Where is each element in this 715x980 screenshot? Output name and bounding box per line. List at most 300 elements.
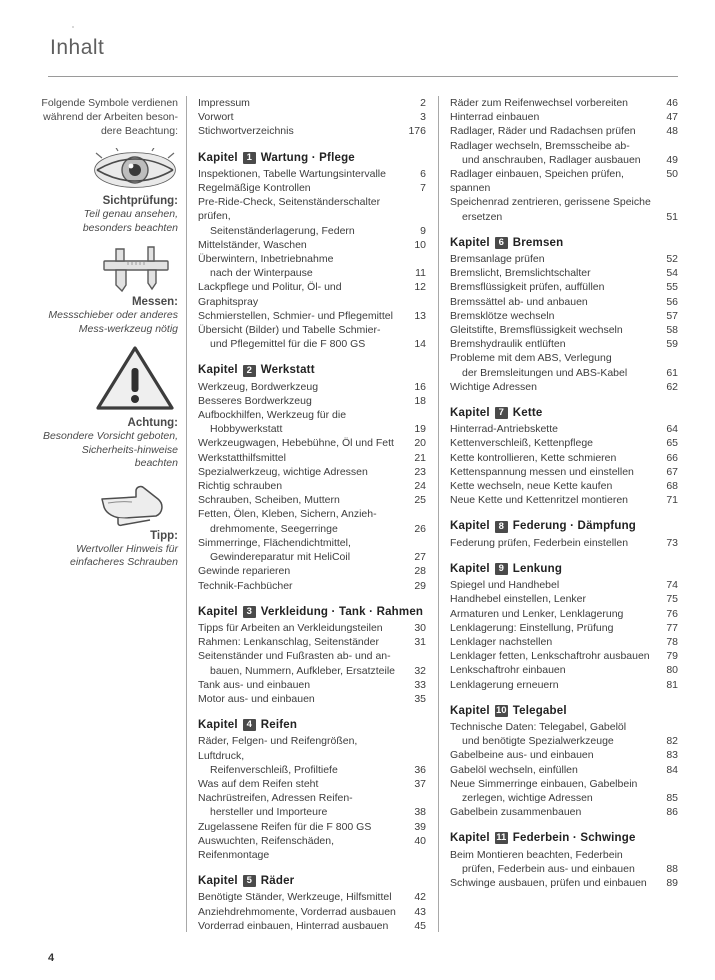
toc-entry[interactable] [450, 210, 678, 224]
toc-entry-page: 2 [420, 97, 426, 109]
toc-entry-label: Kettenspannung messen und einstellen [450, 465, 634, 478]
toc-entry-label: Lenklagerung erneuern [450, 678, 559, 691]
legend-item-achtung [38, 342, 178, 471]
toc-entry-page: 6 [420, 167, 426, 180]
toc-entry[interactable] [198, 919, 426, 933]
toc-entry[interactable] [198, 763, 426, 777]
legend-intro: Folgende Symbole verdienen während der Arbeiten beson-dere Beachtung: [41, 97, 178, 137]
page-number: 4 [48, 952, 55, 964]
toc-entry[interactable] [450, 748, 678, 762]
toc-entry[interactable] [450, 266, 678, 280]
toc-entry-page: 59 [666, 338, 678, 351]
toc-entry-label: Nachrüstreifen, Adressen Reifen- [198, 792, 353, 805]
toc-entry-page: 83 [666, 749, 678, 762]
toc-entry-label: Probleme mit dem ABS, Verlegung [450, 352, 612, 365]
toc-entry-label: Tank aus- und einbauen [198, 678, 311, 691]
toc-entry-page: 19 [414, 423, 426, 436]
toc-entry[interactable] [198, 436, 426, 450]
toc-entry-page: 25 [414, 494, 426, 507]
toc-entry-page: 52 [666, 253, 678, 266]
toc-entry-page: 9 [420, 224, 426, 237]
toc-entry[interactable] [450, 621, 678, 635]
toc-entry-page: 20 [414, 437, 426, 450]
toc-entry[interactable] [450, 763, 678, 777]
toc-entry-label: Lenkschaftrohr einbauen [450, 664, 566, 677]
toc-entry[interactable] [450, 167, 678, 195]
toc-entry-label: Bremsflüssigkeit prüfen, auffüllen [450, 281, 605, 294]
toc-entry-label: Lenklagerung: Einstellung, Prüfung [450, 621, 614, 634]
toc-entry-label: Bremshydraulik entlüften [450, 338, 566, 351]
chapter-number-badge: 9 [495, 563, 508, 575]
toc-entry[interactable] [198, 791, 426, 805]
toc-entry[interactable] [450, 436, 678, 450]
toc-entry[interactable] [450, 295, 678, 309]
toc-entry-page: 18 [414, 394, 426, 407]
toc-entry-label: Armaturen und Lenker, Lenklagerung [450, 607, 624, 620]
toc-entry-page: 26 [414, 522, 426, 535]
legend-title: Tipp: [150, 529, 178, 542]
chapter-number-badge: 8 [495, 521, 508, 533]
toc-entry[interactable] [450, 578, 678, 592]
toc-entry[interactable] [450, 422, 678, 436]
toc-entry[interactable] [198, 422, 426, 436]
toc-entry-page: 39 [414, 820, 426, 833]
chapter-label: Kapitel [198, 364, 238, 377]
chapter-label: Kapitel [198, 151, 238, 164]
toc-entry[interactable] [198, 465, 426, 479]
chapter-number-badge: 2 [243, 365, 256, 377]
toc-entry-page: 67 [666, 465, 678, 478]
toc-entry[interactable] [450, 536, 678, 550]
toc-entry-label: Gabelbein zusammenbauen [450, 806, 582, 819]
toc-entry[interactable] [450, 337, 678, 351]
toc-entry[interactable] [198, 181, 426, 195]
toc-entry-page: 82 [666, 735, 678, 748]
chapter-heading[interactable] [450, 406, 678, 420]
toc-entry[interactable] [198, 550, 426, 564]
legend-desc: Besondere Vorsicht geboten, Sicherheits-hinweise beachten [42, 430, 178, 469]
toc-entry-page: 31 [414, 636, 426, 649]
toc-entry[interactable] [198, 479, 426, 493]
chapter-label: Kapitel [198, 605, 238, 618]
toc-entry-page: 71 [666, 494, 678, 507]
toc-entry-label: Aufbockhilfen, Werkzeug für die [198, 409, 347, 422]
corner-mark [72, 26, 74, 28]
toc-entry-label: Gabelbeine aus- und einbauen [450, 749, 594, 762]
toc-entry-label: Hobbywerkstatt [210, 423, 283, 436]
toc-entry-page: 78 [666, 635, 678, 648]
chapter-label: Kapitel [450, 407, 490, 420]
toc-entry-page: 27 [414, 551, 426, 564]
chapter-heading[interactable] [450, 704, 678, 718]
toc-entry-label: bauen, Nummern, Aufkleber, Ersatzteile [210, 664, 396, 677]
toc-entry-page: 88 [666, 862, 678, 875]
toc-entry[interactable] [450, 791, 678, 805]
toc-entry[interactable] [198, 493, 426, 507]
toc-entry[interactable] [198, 110, 426, 124]
chapter-heading[interactable] [198, 874, 426, 888]
toc-entry[interactable] [198, 337, 426, 351]
toc-entry[interactable] [198, 890, 426, 904]
toc-entry-label: Lackpflege und Politur, Öl- und Graphitspray [198, 281, 342, 308]
chapter-title: Reifen [260, 719, 298, 732]
toc-entry-label: Pre-Ride-Check, Seitenständerschalter prüfen, [198, 196, 381, 223]
toc-entry-label: Was auf dem Reifen steht [198, 777, 319, 790]
toc-entry[interactable] [450, 96, 678, 110]
toc-entry[interactable] [198, 536, 426, 550]
chapter-number-badge: 6 [495, 237, 508, 249]
toc-entry[interactable] [450, 252, 678, 266]
chapter-title: Federbein · Schwinge [512, 832, 636, 845]
toc-entry[interactable] [450, 678, 678, 692]
toc-entry[interactable] [450, 720, 678, 734]
toc-entry-label: zerlegen, wichtige Adressen [462, 791, 593, 804]
chapter-number-badge: 10 [495, 704, 507, 716]
legend-title: Messen: [131, 296, 178, 308]
toc-entry-page: 11 [415, 267, 426, 280]
toc-entry-page: 46 [666, 97, 678, 109]
toc-entry-label: Impressum [198, 97, 250, 109]
toc-entry-label: Bremsklötze wechseln [450, 309, 555, 322]
toc-entry[interactable] [198, 621, 426, 635]
toc-entry-label: Übersicht (Bilder) und Tabelle Schmier- [198, 324, 381, 337]
toc-entry[interactable] [198, 905, 426, 919]
chapter-number-badge: 11 [496, 832, 507, 844]
toc-entry-page: 45 [414, 919, 426, 932]
toc-entry[interactable] [450, 124, 678, 138]
toc-entry-label: drehmomente, Seegerringe [210, 522, 338, 535]
chapter-title: Lenkung [512, 562, 563, 575]
toc-entry-page: 48 [666, 125, 678, 138]
toc-entry-label: Technik-Fachbücher [198, 579, 293, 592]
toc-entry-page: 74 [666, 579, 678, 592]
toc-entry-page: 66 [666, 451, 678, 464]
chapter-label: Kapitel [450, 562, 490, 575]
toc-entry-label: Spezialwerkzeug, wichtige Adressen [198, 465, 368, 478]
toc-entry-page: 62 [666, 380, 678, 393]
toc-entry-page: 16 [414, 380, 426, 393]
toc-entry-label: Vorderrad einbauen, Hinterrad ausbauen [198, 919, 389, 932]
toc-entry-label: Beim Montieren beachten, Federbein [450, 848, 623, 861]
chapter-title: Kette [512, 407, 543, 420]
toc-entry[interactable] [198, 692, 426, 706]
toc-entry-page: 3 [420, 111, 426, 124]
toc-entry-page: 33 [414, 678, 426, 691]
toc-entry[interactable] [198, 394, 426, 408]
toc-entry[interactable] [198, 649, 426, 663]
toc-entry-label: der Bremsleitungen und ABS-Kabel [462, 366, 628, 379]
toc-entry[interactable] [198, 96, 426, 110]
toc-entry-page: 80 [666, 664, 678, 677]
toc-entry[interactable] [450, 323, 678, 337]
column-divider-right [438, 96, 439, 932]
toc-entry-label: Tipps für Arbeiten an Verkleidungsteilen [198, 621, 383, 634]
toc-entry-label: Werkzeugwagen, Hebebühne, Öl und Fett [198, 437, 394, 450]
toc-entry-page: 81 [666, 678, 678, 691]
toc-entry-label: hersteller und Importeure [210, 806, 328, 819]
toc-entry[interactable] [450, 848, 678, 862]
toc-entry-label: ersetzen [462, 210, 503, 223]
toc-entry[interactable] [198, 820, 426, 834]
toc-entry-label: Regelmäßige Kontrollen [198, 182, 311, 195]
page-header [48, 30, 678, 77]
chapter-title: Räder [260, 875, 295, 888]
toc-entry-label: Speichenrad zentrieren, gerissene Speiche [450, 196, 651, 209]
toc-entry-page: 24 [414, 480, 426, 493]
chapter-heading[interactable] [198, 363, 426, 377]
toc-entry-label: Bremssättel ab- und anbauen [450, 295, 588, 308]
toc-entry-page: 85 [666, 791, 678, 804]
chapter-label: Kapitel [198, 719, 238, 732]
chapter-number-badge: 1 [243, 152, 256, 164]
chapter-heading[interactable] [198, 151, 426, 165]
toc-entry[interactable] [198, 252, 426, 266]
toc-entry[interactable] [198, 380, 426, 394]
toc-entry-label: Zugelassene Reifen für die F 800 GS [198, 820, 372, 833]
toc-entry-label: Lenklager nachstellen [450, 635, 553, 648]
toc-column-middle [198, 96, 426, 933]
chapter-number-badge: 3 [243, 606, 256, 618]
toc-entry-label: Mittelständer, Waschen [198, 238, 307, 251]
page-title: Inhalt [50, 36, 105, 59]
chapter-title: Werkstatt [260, 364, 315, 377]
toc-entry-label: nach der Winterpause [210, 267, 313, 280]
toc-entry-page: 75 [666, 593, 678, 606]
legend-item-tipp [38, 477, 178, 570]
chapter-label: Kapitel [450, 520, 490, 533]
toc-entry-label: Hinterrad-Antriebskette [450, 423, 558, 436]
toc-entry-label: Radlager wechseln, Bremsscheibe ab- [450, 139, 630, 152]
toc-entry[interactable] [198, 323, 426, 337]
toc-entry[interactable] [198, 678, 426, 692]
toc-entry-label: Schwinge ausbauen, prüfen und einbauen [450, 876, 647, 889]
toc-entry[interactable] [198, 451, 426, 465]
toc-entry-page: 14 [414, 338, 426, 351]
toc-entry[interactable] [198, 507, 426, 521]
toc-entry[interactable] [198, 408, 426, 422]
symbol-legend [38, 96, 178, 576]
toc-entry-page: 23 [414, 465, 426, 478]
toc-entry[interactable] [450, 195, 678, 209]
eye-icon [92, 148, 178, 192]
toc-entry-page: 51 [666, 210, 678, 223]
caliper-icon [92, 241, 178, 293]
toc-entry[interactable] [198, 195, 426, 223]
toc-entry[interactable] [198, 280, 426, 308]
toc-entry-label: Hinterrad einbauen [450, 111, 540, 124]
toc-entry[interactable] [450, 805, 678, 819]
toc-entry[interactable] [198, 124, 426, 138]
toc-entry-page: 28 [414, 565, 426, 578]
warning-triangle-icon [92, 342, 178, 414]
chapter-label: Kapitel [450, 832, 490, 845]
toc-entry-label: Bremslicht, Bremslichtschalter [450, 267, 591, 280]
toc-entry-page: 49 [666, 153, 678, 166]
toc-entry[interactable] [198, 579, 426, 593]
toc-entry-page: 50 [666, 168, 678, 181]
toc-entry-label: Inspektionen, Tabelle Wartungsintervalle [198, 167, 386, 180]
toc-entry[interactable] [198, 777, 426, 791]
toc-entry[interactable] [198, 664, 426, 678]
chapter-heading[interactable] [450, 236, 678, 250]
toc-entry-page: 68 [666, 480, 678, 493]
toc-column-right [450, 96, 678, 890]
toc-entry-label: Werkzeug, Bordwerkzeug [198, 380, 319, 393]
toc-entry[interactable] [198, 309, 426, 323]
toc-entry-label: Federung prüfen, Federbein einstellen [450, 536, 629, 549]
toc-entry[interactable] [450, 366, 678, 380]
toc-entry-page: 65 [666, 437, 678, 450]
toc-entry-label: Seitenständer und Fußrasten ab- und an- [198, 650, 391, 663]
toc-entry-label: Stichwortverzeichnis [198, 125, 294, 138]
toc-entry-label: Gabelöl wechseln, einfüllen [450, 763, 578, 776]
toc-entry[interactable] [450, 280, 678, 294]
toc-entry-page: 13 [414, 309, 426, 322]
toc-entry-label: und anschrauben, Radlager ausbauen [462, 153, 641, 166]
toc-entry-label: prüfen, Federbein aus- und einbauen [462, 862, 635, 875]
toc-entry[interactable] [450, 351, 678, 365]
toc-entry-page: 73 [666, 536, 678, 549]
toc-entry[interactable] [198, 238, 426, 252]
toc-entry-page: 79 [666, 650, 678, 663]
toc-entry[interactable] [450, 777, 678, 791]
chapter-heading[interactable] [198, 605, 426, 619]
toc-entry-label: Neue Simmerringe einbauen, Gabelbein [450, 777, 638, 790]
toc-entry-label: Lenklager fetten, Lenkschaftrohr ausbauen [450, 650, 650, 663]
toc-entry-page: 58 [666, 324, 678, 337]
toc-entry[interactable] [450, 380, 678, 394]
toc-entry[interactable] [198, 805, 426, 819]
toc-entry-page: 32 [414, 664, 426, 677]
chapter-heading[interactable] [450, 519, 678, 533]
toc-entry-label: Schrauben, Scheiben, Muttern [198, 494, 340, 507]
toc-entry[interactable] [450, 309, 678, 323]
toc-entry[interactable] [450, 451, 678, 465]
chapter-title: Bremsen [512, 236, 564, 249]
toc-entry-label: Kette wechseln, neue Kette kaufen [450, 480, 613, 493]
toc-entry-page: 64 [666, 423, 678, 436]
toc-entry-page: 47 [666, 111, 678, 124]
toc-entry-label: Überwintern, Inbetriebnahme [198, 253, 334, 266]
toc-entry[interactable] [198, 522, 426, 536]
chapter-heading[interactable] [198, 718, 426, 732]
legend-title: Achtung: [127, 417, 178, 429]
toc-entry-label: Spiegel und Handhebel [450, 579, 560, 592]
toc-entry-page: 21 [414, 451, 426, 464]
toc-entry[interactable] [450, 862, 678, 876]
legend-desc: Teil genau ansehen, besonders beachten [82, 208, 178, 234]
toc-entry[interactable] [450, 465, 678, 479]
legend-item-sichtpruefung [38, 148, 178, 235]
toc-entry-label: Reifenverschleiß, Profiltiefe [210, 763, 338, 776]
column-divider-left [186, 96, 187, 932]
toc-entry[interactable] [450, 876, 678, 890]
toc-entry-label: Räder zum Reifenwechsel vorbereiten [450, 97, 629, 109]
toc-entry-label: Motor aus- und einbauen [198, 692, 315, 705]
toc-entry[interactable] [450, 592, 678, 606]
toc-entry-page: 7 [420, 182, 426, 195]
toc-entry-page: 86 [666, 806, 678, 819]
toc-entry-page: 89 [666, 876, 678, 889]
toc-entry-label: Wichtige Adressen [450, 380, 537, 393]
toc-entry-page: 76 [666, 607, 678, 620]
toc-entry-page: 38 [414, 806, 426, 819]
toc-entry[interactable] [450, 479, 678, 493]
toc-entry-label: Auswuchten, Reifenschäden, Reifenmontage [198, 834, 335, 861]
toc-entry[interactable] [450, 635, 678, 649]
toc-entry[interactable] [450, 607, 678, 621]
toc-entry-page: 12 [414, 281, 426, 294]
toc-entry-label: Seitenständerlagerung, Federn [210, 224, 355, 237]
toc-entry-label: und benötigte Spezialwerkzeuge [462, 735, 614, 748]
toc-entry[interactable] [450, 493, 678, 507]
toc-entry-page: 40 [414, 834, 426, 847]
toc-entry-label: Neue Kette und Kettenritzel montieren [450, 494, 629, 507]
toc-entry[interactable] [198, 564, 426, 578]
toc-entry-label: Radlager einbauen, Speichen prüfen, spannen [450, 168, 624, 195]
chapter-number-badge: 7 [495, 407, 508, 419]
toc-entry-page: 10 [414, 238, 426, 251]
toc-entry[interactable] [198, 266, 426, 280]
toc-entry-page: 35 [414, 692, 426, 705]
toc-entry[interactable] [450, 139, 678, 153]
toc-entry-page: 56 [666, 295, 678, 308]
toc-entry-label: Gleitstifte, Bremsflüssigkeit wechseln [450, 324, 623, 337]
toc-entry[interactable] [198, 635, 426, 649]
chapter-number-badge: 4 [243, 719, 256, 731]
legend-title: Sichtprüfung: [102, 195, 178, 207]
legend-desc: Wertvoller Hinweis für einfacheres Schrauben [70, 542, 178, 568]
toc-entry[interactable] [450, 110, 678, 124]
chapter-heading[interactable] [450, 562, 678, 576]
toc-entry-label: Gewinde reparieren [198, 565, 291, 578]
toc-entry[interactable] [450, 649, 678, 663]
toc-entry-label: Rahmen: Lenkanschlag, Seitenständer [198, 636, 379, 649]
chapter-title: Wartung · Pflege [260, 151, 355, 164]
toc-entry[interactable] [450, 153, 678, 167]
toc-entry-label: Gewindereparatur mit HeliCoil [210, 551, 351, 564]
toc-entry-page: 29 [414, 579, 426, 592]
toc-entry-label: Besseres Bordwerkzeug [198, 394, 312, 407]
toc-entry[interactable] [198, 834, 426, 862]
legend-item-messen [38, 241, 178, 336]
toc-entry-page: 36 [414, 763, 426, 776]
toc-entry-page: 43 [414, 905, 426, 918]
chapter-label: Kapitel [450, 236, 490, 249]
toc-entry-label: Räder, Felgen- und Reifengrößen, Luftdruck, [198, 735, 358, 762]
toc-entry-page: 54 [666, 267, 678, 280]
toc-entry-page: 176 [408, 125, 426, 138]
toc-entry-label: Vorwort [198, 111, 234, 124]
toc-entry[interactable] [450, 734, 678, 748]
toc-entry[interactable] [450, 663, 678, 677]
toc-entry-label: Kette kontrollieren, Kette schmieren [450, 451, 617, 464]
toc-entry-label: Fetten, Ölen, Kleben, Sichern, Anzieh- [198, 508, 377, 521]
toc-entry-label: Richtig schrauben [198, 480, 283, 493]
toc-entry-label: Radlager, Räder und Radachsen prüfen [450, 125, 636, 138]
toc-entry-label: Technische Daten: Telegabel, Gabelöl [450, 720, 627, 733]
toc-entry[interactable] [198, 734, 426, 762]
chapter-title: Verkleidung · Tank · Rahmen [260, 605, 424, 618]
toc-entry[interactable] [198, 224, 426, 238]
chapter-heading[interactable] [450, 831, 678, 845]
legend-desc: Messschieber oder anderes Mess-werkzeug nötig [48, 309, 178, 335]
toc-entry-page: 30 [414, 621, 426, 634]
chapter-title: Federung · Dämpfung [512, 520, 637, 533]
toc-entry[interactable] [198, 167, 426, 181]
toc-entry-label: Handhebel einstellen, Lenker [450, 593, 587, 606]
toc-entry-label: Benötigte Ständer, Werkzeuge, Hilfsmittel [198, 891, 392, 904]
